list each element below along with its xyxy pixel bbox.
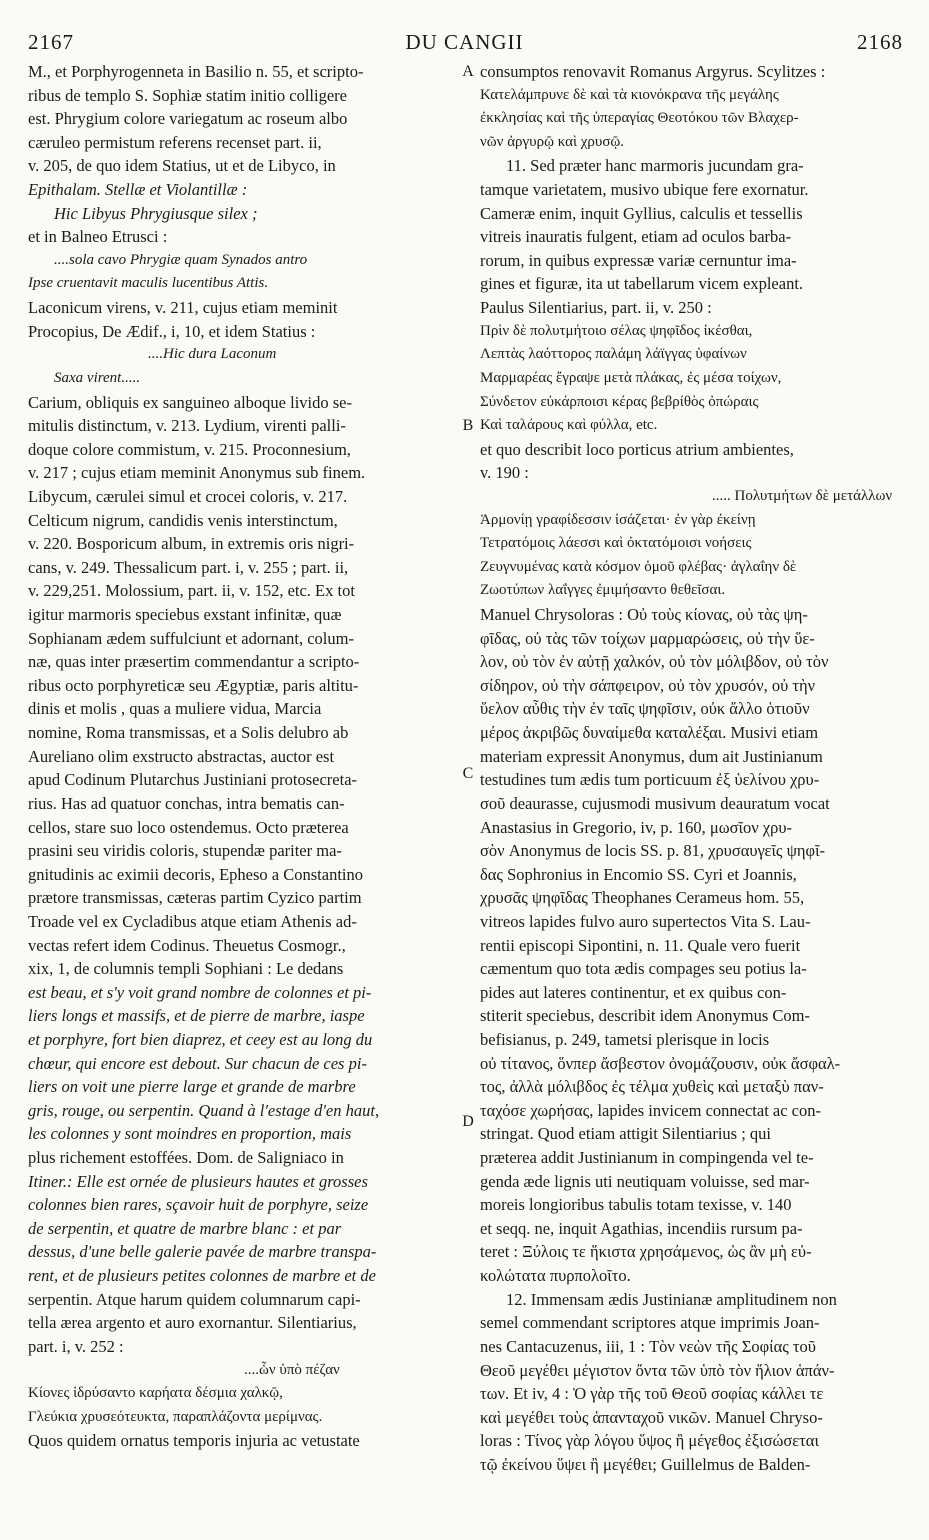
- text-line: de serpentin, et quatre de marbre blanc : et par: [28, 1218, 342, 1238]
- text-line: μέρος ἀκριβῶς δυναίμεθα καταλέξαι. Musivi etiam: [480, 723, 819, 743]
- text-line: Anastasius in Gregorio, iv, p. 160, μωσῖον χρυ-: [480, 817, 793, 837]
- greek-verse-line: Καὶ ταλάρους καὶ φύλλα, etc.: [480, 417, 658, 434]
- text-line: Quos quidem ornatus temporis injuria ac vetustate: [28, 1431, 360, 1451]
- text-line: των. Et iv, 4 : Ὁ γὰρ τῆς τοῦ Θεοῦ σοφίας κάλλει τε: [480, 1384, 824, 1404]
- text-line: part. i, v. 252 :: [28, 1336, 124, 1356]
- text-line: gines et figuræ, ita ut tabellarum vicem expleant.: [480, 274, 804, 294]
- text-line: liers longs et massifs, et de pierre de marbre, iaspe: [28, 1006, 365, 1026]
- text-line: Aureliano olim exstructo abstractas, auctor est: [28, 746, 335, 766]
- text-line: καὶ μεγέθει τοὺς ἁπανταχοῦ νικῶν. Manuel Chryso-: [480, 1407, 823, 1427]
- text-line: tella ærea argento et auro exornantur. Silentiarius,: [28, 1313, 357, 1333]
- text-line: Carium, obliquis ex sanguineo alboque livido se-: [28, 392, 352, 412]
- paragraph-12-start: 12. Immensam ædis Justinianæ amplitudinem non: [506, 1289, 837, 1309]
- text-line: Θεοῦ μεγέθει μέγιστον ὄντα τῶν ὑπὸ τὸν ἥλιον ἁπάν-: [480, 1360, 835, 1380]
- text-line: doque colore commistum, v. 215. Proconnesium,: [28, 439, 351, 459]
- text-line: mitulis distinctum, v. 213. Lydium, virenti palli-: [28, 416, 346, 436]
- text-line: cæmentum quo tota ædis compages seu potius la-: [480, 959, 807, 979]
- margin-letter-d: D: [462, 1113, 474, 1130]
- text-line: et in Balneo Etrusci :: [28, 227, 168, 247]
- text-line: Celticum nigrum, candidis venis interstinctum,: [28, 510, 338, 530]
- margin-letter-a: A: [462, 63, 474, 80]
- text-line: semel commendant scriptores atque imprimis Joan-: [480, 1313, 820, 1333]
- text-line: gnitudinis ac eximii decoris, Epheso a Constantino: [28, 864, 363, 884]
- text-line: stiterit speciebus, describit idem Anonymus Com-: [480, 1006, 810, 1026]
- text-line: v. 190 :: [480, 463, 529, 483]
- text-line: v. 205, de quo idem Statius, ut et de Libyco, in: [28, 156, 336, 176]
- text-line: ταχόσε χωρήσας, lapides invicem connectat ac con-: [480, 1100, 822, 1120]
- text-line: τῷ ἐκείνου ὕψει ἢ μεγέθει; Guillelmus de Balden-: [480, 1454, 811, 1474]
- text-line: stringat. Quod etiam attigit Silentiarius ; qui: [480, 1124, 772, 1144]
- verse-line: ....Hic dura Laconum: [148, 346, 277, 363]
- greek-verse-line: Πρὶν δὲ πολυτμήτοιο σέλας ψηφῖδος ἰκέσθαι,: [480, 322, 753, 339]
- text-line: v. 217 ; cujus etiam meminit Anonymus sub finem.: [28, 463, 366, 483]
- text-line: οὐ τίτανος, ὅνπερ ἄσβεστον ὀνομάζουσιν, οὐκ ἄσφαλ-: [480, 1053, 841, 1073]
- text-line: Sophianam ædem suffulciunt et adornant, colum-: [28, 628, 354, 648]
- greek-verse-line: Τετρατόμοις λάεσσι καὶ ὀκτατόμοισι νοήσεις: [480, 535, 752, 552]
- text-line: cans, v. 249. Thessalicum part. i, v. 255 ; part. ii,: [28, 557, 349, 577]
- text-line: liers on voit une pierre large et grande de marbre: [28, 1077, 356, 1097]
- verse-line: Saxa virent.....: [54, 369, 141, 386]
- text-line: et quo describit loco porticus atrium ambientes,: [480, 439, 794, 459]
- greek-verse-line: Σύνδετον εὐκάρποισι κέρας βεβρίθὸς ὀπώραις: [480, 393, 759, 410]
- text-line: teret : Ξύλοις τε ἥκιστα χρησάμενος, ὡς ἂν μὴ εὐ-: [480, 1242, 812, 1262]
- greek-verse-line: Γλεύκια χρυσεότευκτα, παραπλάζοντα μερίμνας.: [28, 1408, 323, 1425]
- text-line: serpentin. Atque harum quidem columnarum capi-: [28, 1289, 361, 1309]
- text-line: v. 220. Bosporicum album, in extremis oris nigri-: [28, 534, 355, 554]
- text-line: vitreis inauratis fulgent, etiam ad oculos barba-: [480, 227, 792, 247]
- greek-verse-line: ..... Πολυτμήτων δὲ μετάλλων: [712, 487, 893, 504]
- verse-line: Ipse cruentavit maculis lucentibus Attis.: [28, 275, 269, 292]
- text-line: igitur marmoris speciebus exstant infinitæ, quæ: [28, 605, 342, 625]
- text-line: χρυσᾶς ψηφῖδας Theophanes Cerameus hom. 55,: [480, 888, 805, 908]
- greek-verse-line: ....ὧν ὑπὸ πέζαν: [244, 1361, 340, 1378]
- text-line: prasini seu viridis coloris, stupendæ pariter ma-: [28, 841, 342, 861]
- greek-line: νῶν ἀργυρῷ καὶ χρυσῷ.: [480, 133, 625, 150]
- margin-letter-b: B: [462, 417, 474, 434]
- text-line: plus richement estoffées. Dom. de Saligniaco in: [28, 1148, 344, 1168]
- text-line: prætore transmissas, cæteras partim Cyzico partim: [28, 888, 362, 908]
- text-line: rorum, in quibus expressæ variæ cernuntur ima-: [480, 250, 797, 270]
- text-line: dinis et molis , quas a muliere vidua, Marcia: [28, 699, 322, 719]
- text-line: φῖδας, οὐ τὰς τῶν τοίχων μαρμαρώσεις, οὐ τὴν ὕε-: [480, 628, 815, 648]
- greek-line: ἐκκλησίας καὶ τῆς ὑπεραγίας Θεοτόκου τῶν Βλαχερ-: [480, 110, 799, 127]
- greek-verse-line: Μαρμαρέας ἔγραψε μετὰ πλάκας, ἐς μέσα τοίχων,: [480, 369, 782, 386]
- margin-letter-c: C: [462, 765, 474, 782]
- right-column: [480, 60, 904, 1477]
- verse-line: Hic Libyus Phrygiusque silex ;: [54, 203, 258, 223]
- text-line: rius. Has ad quatuor conchas, intra bematis can-: [28, 793, 345, 813]
- text-line: materiam expressit Anonymus, dum ait Justinianum: [480, 746, 823, 766]
- text-line: les colonnes y sont moindres en proportion, mais: [28, 1124, 352, 1144]
- text-line: præterea addit Justinianum in compingenda vel te-: [480, 1148, 814, 1168]
- text-line: M., et Porphyrogenneta in Basilio n. 55, et scripto-: [28, 62, 364, 81]
- left-page-number: 2167: [28, 30, 74, 54]
- greek-verse-line: Ἁρμονίῃ γραφίδεσσιν ἰσάζεται· ἐν γὰρ ἐκείνῃ: [480, 511, 756, 528]
- greek-verse-line: Κίονες ἱδρύσαντο καρήατα δέσμια χαλκῷ,: [28, 1385, 283, 1402]
- text-line: et porphyre, fort bien diaprez, et ceey est au long du: [28, 1029, 373, 1049]
- text-line: loras : Τίνος γὰρ λόγου ὕψος ἢ μέγεθος ἐξισώσεται: [480, 1431, 819, 1451]
- text-line: Epithalam. Stellæ et Violantillæ :: [28, 180, 248, 200]
- greek-line: Κατελάμπρυνε δὲ καὶ τὰ κιονόκρανα τῆς μεγάλης: [480, 86, 779, 103]
- greek-verse-line: Ζωοτύπων λαΐγγες ἐμιμήσαντο θεθεῖσαι.: [480, 582, 726, 599]
- right-page-number: 2168: [857, 30, 903, 54]
- text-line: Libycum, cærulei simul et crocei coloris, v. 217.: [28, 486, 348, 506]
- text-line: pides aut lateres continentur, et ex quibus con-: [480, 982, 787, 1002]
- text-line: ribus de templo S. Sophiæ statim initio colligere: [28, 85, 347, 105]
- text-line: befisianus, p. 249, tametsi plerisque in locis: [480, 1029, 770, 1049]
- text-line: næ, quas inter præsertim commendantur a scripto-: [28, 652, 360, 672]
- text-line: colonnes bien rares, sçavoir huit de porphyre, seize: [28, 1195, 369, 1215]
- text-line: moreis longioribus tabulis totam texisse, v. 140: [480, 1195, 792, 1215]
- verse-line: ....sola cavo Phrygiæ quam Synados antro: [54, 251, 308, 268]
- text-line: gris, rouge, ou serpentin. Quand à l'estage d'en haut,: [28, 1100, 380, 1120]
- greek-verse-line: Λεπτὰς λαόττορος παλάμη λάϊγγας ὑφαίνων: [480, 346, 747, 363]
- text-line: σίδηρον, οὐ τὴν σάπφειρον, οὐ τὸν χρυσόν, οὐ τὴν: [480, 675, 816, 695]
- text-line: cellos, stare suo loco ostendemus. Octo præterea: [28, 817, 349, 837]
- paragraph-11-start: 11. Sed præter hanc marmoris jucundam gra-: [506, 156, 804, 176]
- text-line: Paulus Silentiarius, part. ii, v. 250 :: [480, 298, 712, 318]
- text-line: Itiner.: Elle est ornée de plusieurs hautes et grosses: [28, 1171, 368, 1191]
- text-line: κολώτατα πυρπολοῖτο.: [480, 1266, 631, 1286]
- text-line: Troade vel ex Cycladibus atque etiam Athenis ad-: [28, 911, 357, 931]
- greek-verse-line: Ζευγνυμένας κατὰ κόσμον ὁμοῦ φλέβας· ἀγλαΐην δὲ: [480, 558, 797, 575]
- text-line: ὕελον αὖθις τὴν ἐν ταῖς ψηφῖσιν, οὐκ ἄλλο ὁτιοῦν: [480, 699, 810, 719]
- text-line: Laconicum virens, v. 211, cujus etiam meminit: [28, 298, 338, 318]
- text-line: consumptos renovavit Romanus Argyrus. Scylitzes :: [480, 62, 826, 81]
- text-line: Cameræ enim, inquit Gyllius, calculis et tessellis: [480, 203, 803, 223]
- text-line: vectas refert idem Codinus. Theuetus Cosmogr.,: [28, 935, 346, 955]
- text-line: xix, 1, de columnis templi Sophiani : Le dedans: [28, 959, 344, 979]
- text-line: rentii episcopi Sipontini, n. 11. Quale vero fuerit: [480, 935, 801, 955]
- text-line: est. Phrygium colore variegatum ac roseum albo: [28, 109, 348, 129]
- text-line: genda æde lignis uti neutiquam voluisse, sed mar-: [480, 1171, 810, 1191]
- text-line: tamque varietatem, musivo ubique fere exornatur.: [480, 180, 809, 200]
- text-line: σὸν Anonymus de locis SS. p. 81, χρυσαυγεῖς ψηφῖ-: [480, 841, 826, 861]
- text-line: chœur, qui encore est debout. Sur chacun de ces pi-: [28, 1053, 367, 1073]
- text-line: est beau, et s'y voit grand nombre de colonnes et pi-: [28, 982, 372, 1002]
- text-line: Procopius, De Ædif., i, 10, et idem Statius :: [28, 321, 316, 341]
- text-line: cæruleo permistum referens recenset part. ii,: [28, 132, 322, 152]
- running-title: DU CANGII: [405, 30, 524, 54]
- text-line: v. 229,251. Molossium, part. ii, v. 152, etc. Ex tot: [28, 581, 355, 601]
- text-line: nomine, Roma transmissas, et a Solis delubro ab: [28, 723, 349, 743]
- text-line: σοῦ deaurasse, cujusmodi musivum deauratum vocat: [480, 793, 830, 813]
- text-line: rent, et de plusieurs petites colonnes de marbre et de: [28, 1266, 376, 1286]
- text-line: τος, ἀλλὰ μόλιβδος ἐς τέλμα χυθεὶς καὶ μεταξὺ παν-: [480, 1077, 824, 1097]
- text-line: testudines tum ædis tum porticuum ἐξ ὑελίνου χρυ-: [480, 770, 820, 790]
- text-line: nes Cantacuzenus, iii, 1 : Τὸν νεὼν τῆς Σοφίας τοῦ: [480, 1336, 816, 1356]
- text-line: apud Codinum Plutarchus Justiniani protosecreta-: [28, 770, 358, 790]
- left-column: [28, 60, 468, 1453]
- text-line: vitreos lapides fulvo auro supertectos Vita S. Lau-: [480, 911, 811, 931]
- text-line: δας Sophronius in Encomio SS. Cyri et Joannis,: [480, 864, 797, 884]
- text-line: λον, οὐ τὸν ἐν αὐτῇ χαλκόν, οὐ τὸν μόλιβδον, οὐ τὸν: [480, 652, 829, 672]
- text-line: dessus, d'une belle galerie pavée de marbre transpa-: [28, 1242, 377, 1262]
- text-line: et seqq. ne, inquit Agathias, incendiis rursum pa-: [480, 1218, 803, 1238]
- text-line: Manuel Chrysoloras : Οὐ τοὺς κίονας, οὐ τὰς ψη-: [480, 605, 808, 625]
- text-line: ribus octo porphyreticæ seu Ægyptiæ, paris altitu-: [28, 675, 359, 695]
